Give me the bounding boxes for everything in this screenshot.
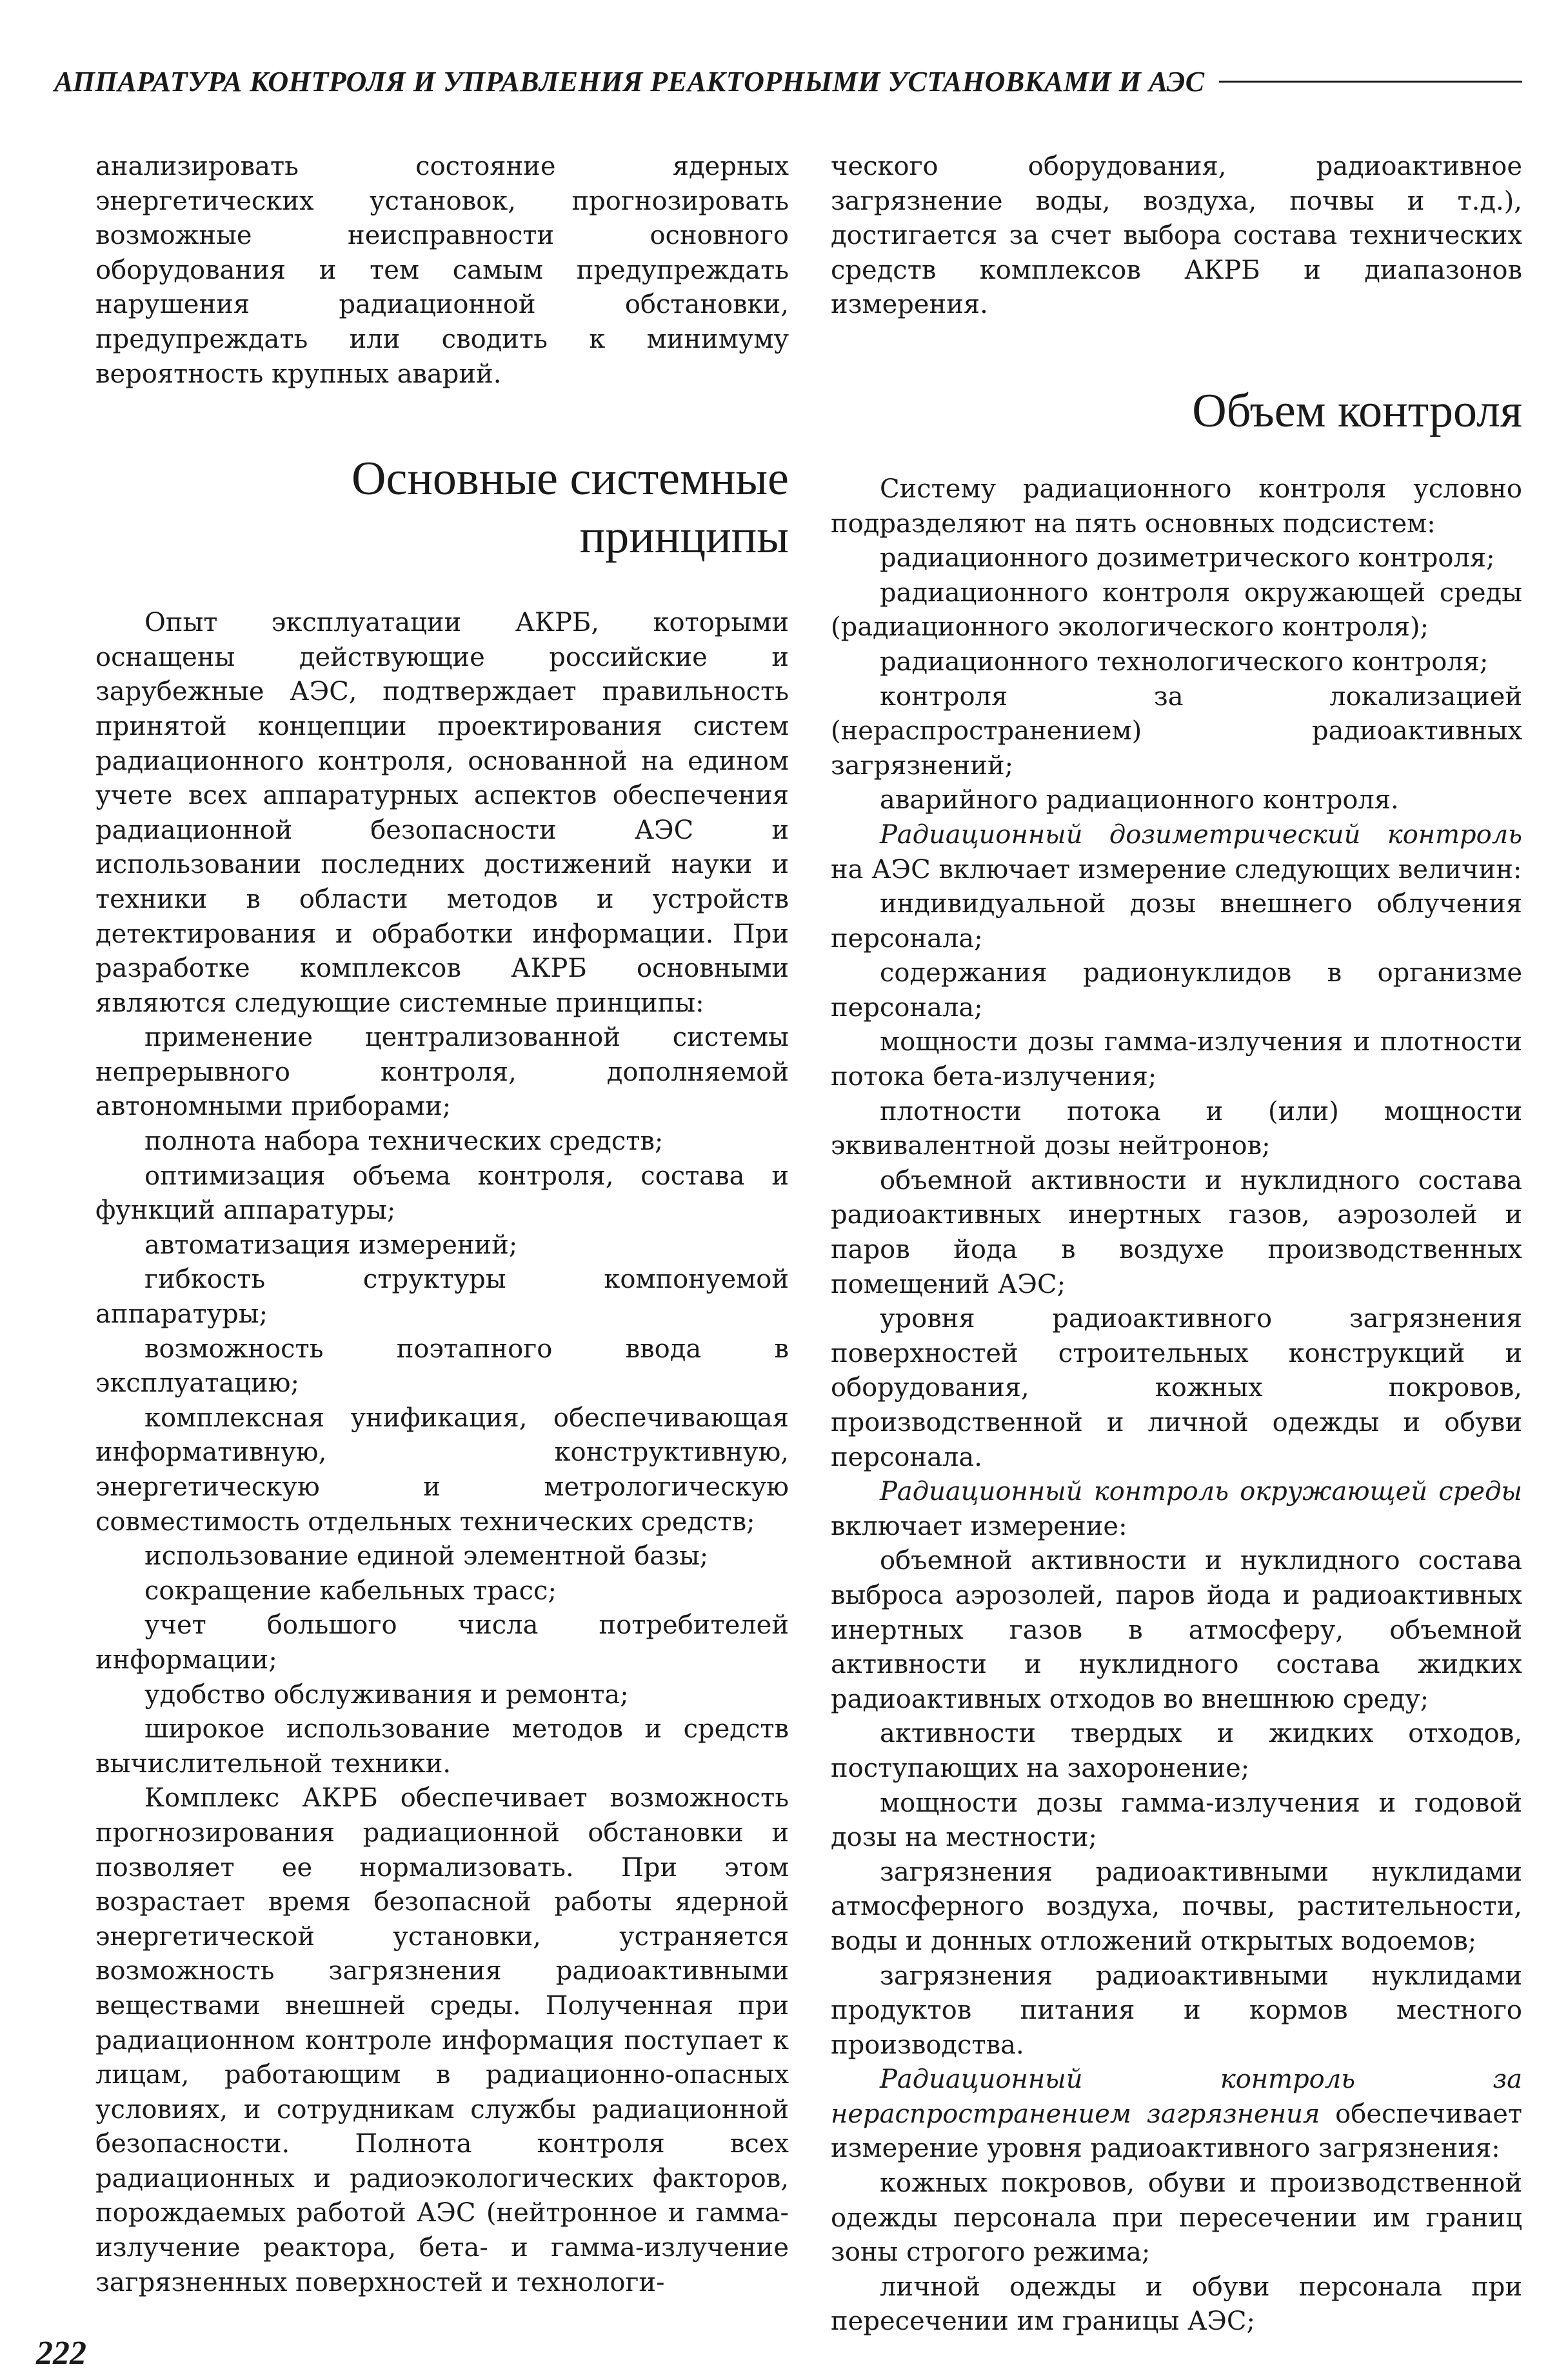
subsystem-item: радиационного контроля окружающей среды (радиационного экологического контроля);	[831, 577, 1522, 643]
running-header	[54, 62, 1522, 101]
principle-item: широкое использование методов и средств вычислительной техники.	[95, 1714, 789, 1779]
principle-item: сокращение кабельных трасс;	[144, 1575, 557, 1606]
principle-item: учет большого числа потребителей информации;	[95, 1610, 789, 1675]
principle-item: комплексная унификация, обеспечивающая информативную, конструктивную, энергетическую и метрологическую совместимость отдельных технических средств;	[95, 1403, 789, 1537]
section-title-scope: Объем контроля	[1192, 384, 1522, 437]
environment-control-paragraph	[831, 1475, 1522, 1544]
dosimetric-item: уровня радиоактивного загрязнения поверхностей строительных конструкций и оборудования, кожных покровов, производственной и личной одежды и обуви персонала.	[831, 1304, 1522, 1472]
subsystem-item: аварийного радиационного контроля.	[880, 785, 1399, 815]
nonspread-item: личной одежды и обуви персонала при пересечении им границы АЭС;	[831, 2272, 1522, 2337]
environment-item: мощности дозы гамма-излучения и годовой дозы на местности;	[831, 1788, 1522, 1853]
subsystem-item: радиационного дозиметрического контроля;	[880, 543, 1495, 574]
dosimetric-item: мощности дозы гамма-излучения и плотности потока бета-излучения;	[831, 1027, 1522, 1092]
environment-item: объемной активности и нуклидного состава выброса аэрозолей, паров йода и радиоактивных инертных газов в атмосферу, объемной активности и нуклидного состава жидких радиоактивных отходов во внешнюю среду;	[831, 1546, 1522, 1714]
left-intro-paragraph: анализировать состояние ядерных энергетических установок, прогнозировать возможные неисправности основного оборудования и тем самым предупреждать нарушения радиационной обстановки, предупреждать или сводить к минимуму вероятность крупных аварий.	[95, 152, 789, 389]
dosimetric-control-paragraph	[831, 818, 1522, 887]
environment-control-term: Радиационный контроль окружающей среды	[880, 1477, 1522, 1507]
dosimetric-item: плотности потока и (или) мощности эквивалентной дозы нейтронов;	[831, 1096, 1522, 1161]
principle-item: полнота набора технических средств;	[144, 1126, 664, 1157]
section-title-principles	[95, 450, 789, 566]
header-rule	[1219, 81, 1522, 83]
nonspread-control-text: обеспечивает измерение уровня радиоактивного загрязнения:	[831, 2099, 1522, 2164]
principle-item: использование единой элементной базы;	[144, 1541, 709, 1572]
section-title-line: принципы	[579, 510, 789, 564]
principle-item: оптимизация объема контроля, состава и функций аппаратуры;	[95, 1161, 789, 1226]
nonspread-item: кожных покровов, обуви и производственной одежды персонала при пересечении им границ зоны строгого режима;	[831, 2168, 1522, 2268]
dosimetric-control-term: Радиационный дозиметрический контроль	[880, 819, 1522, 850]
environment-item: загрязнения радиоактивными нуклидами атмосферного воздуха, почвы, растительности, воды и донных отложений открытых водоемов;	[831, 1857, 1522, 1956]
principle-item: применение централизованной системы непрерывного контроля, дополняемой автономными приборами;	[95, 1023, 789, 1122]
nonspread-control-paragraph	[831, 2063, 1522, 2166]
akrb-paragraph: Комплекс АКРБ обеспечивает возможность прогнозирования радиационной обстановки и позволяет ее нормализовать. При этом возрастает время безопасной работы ядерной энергетической установки, устраняется возможность загрязнения радиоактивными веществами внешней среды. Полученная при радиационном контроле информация поступает к лицам, работающим в радиационно-опасных условиях, и сотрудникам службы радиационной безопасности. Полнота контроля всех радиационных и радиоэкологических факторов, порождаемых работой АЭС (нейтронное и гамма-излучение реактора, бета- и гамма-излучение загрязненных поверхностей и технологи-	[95, 1783, 789, 2297]
environment-item: загрязнения радиоактивными нуклидами продуктов питания и кормов местного производства.	[831, 1961, 1522, 2060]
right-column	[831, 150, 1522, 2339]
dosimetric-control-text: на АЭС включает измерение следующих величин:	[831, 854, 1522, 885]
right-intro-paragraph: ческого оборудования, радиоактивное загрязнение воды, воздуха, почвы и т.д.), достигается за счет выбора состава технических средств комплексов АКРБ и диапазонов измерения.	[831, 152, 1522, 320]
left-column	[95, 150, 789, 2300]
principles-intro-paragraph: Опыт эксплуатации АКРБ, которыми оснащены действующие российские и зарубежные АЭС, подтверждает правильность принятой концепции проектирования систем радиационного контроля, основанной на едином учете всех аппаратурных аспектов обеспечения радиационной безопасности АЭС и использовании последних достижений науки и техники в области методов и устройств детектирования и обработки информации. При разработке комплексов АКРБ основными являются следующие системные принципы:	[95, 608, 789, 1018]
page-number: 222	[36, 2335, 86, 2372]
environment-control-text: включает измерение:	[831, 1511, 1127, 1541]
subsystem-item: радиационного технологического контроля;	[880, 646, 1489, 677]
dosimetric-item: индивидуальной дозы внешнего облучения персонала;	[831, 889, 1522, 954]
principle-item: возможность поэтапного ввода в эксплуатацию;	[95, 1334, 789, 1399]
principle-item: гибкость структуры компонуемой аппаратуры;	[95, 1265, 789, 1330]
environment-item: активности твердых и жидких отходов, поступающих на захоронение;	[831, 1719, 1522, 1783]
principle-item: автоматизация измерений;	[144, 1230, 518, 1260]
principle-item: удобство обслуживания и ремонта;	[144, 1679, 629, 1710]
dosimetric-item: объемной активности и нуклидного состава радиоактивных инертных газов, аэрозолей и паров йода в воздухе производственных помещений АЭС;	[831, 1165, 1522, 1299]
subsystem-item: контроля за локализацией (нераспространением) радиоактивных загрязнений;	[831, 681, 1522, 781]
nonspread-control-term: Радиационный контроль за нераспространением загрязнения	[831, 2065, 1522, 2129]
subsystems-intro-paragraph: Систему радиационного контроля условно подразделяют на пять основных подсистем:	[831, 474, 1522, 539]
dosimetric-item: содержания радионуклидов в организме персонала;	[831, 958, 1522, 1023]
section-title-line: Основные системные	[352, 452, 789, 506]
running-header-title: АППАРАТУРА КОНТРОЛЯ И УПРАВЛЕНИЯ РЕАКТОРНЫМИ УСТАНОВКАМИ И АЭС	[54, 65, 1205, 97]
